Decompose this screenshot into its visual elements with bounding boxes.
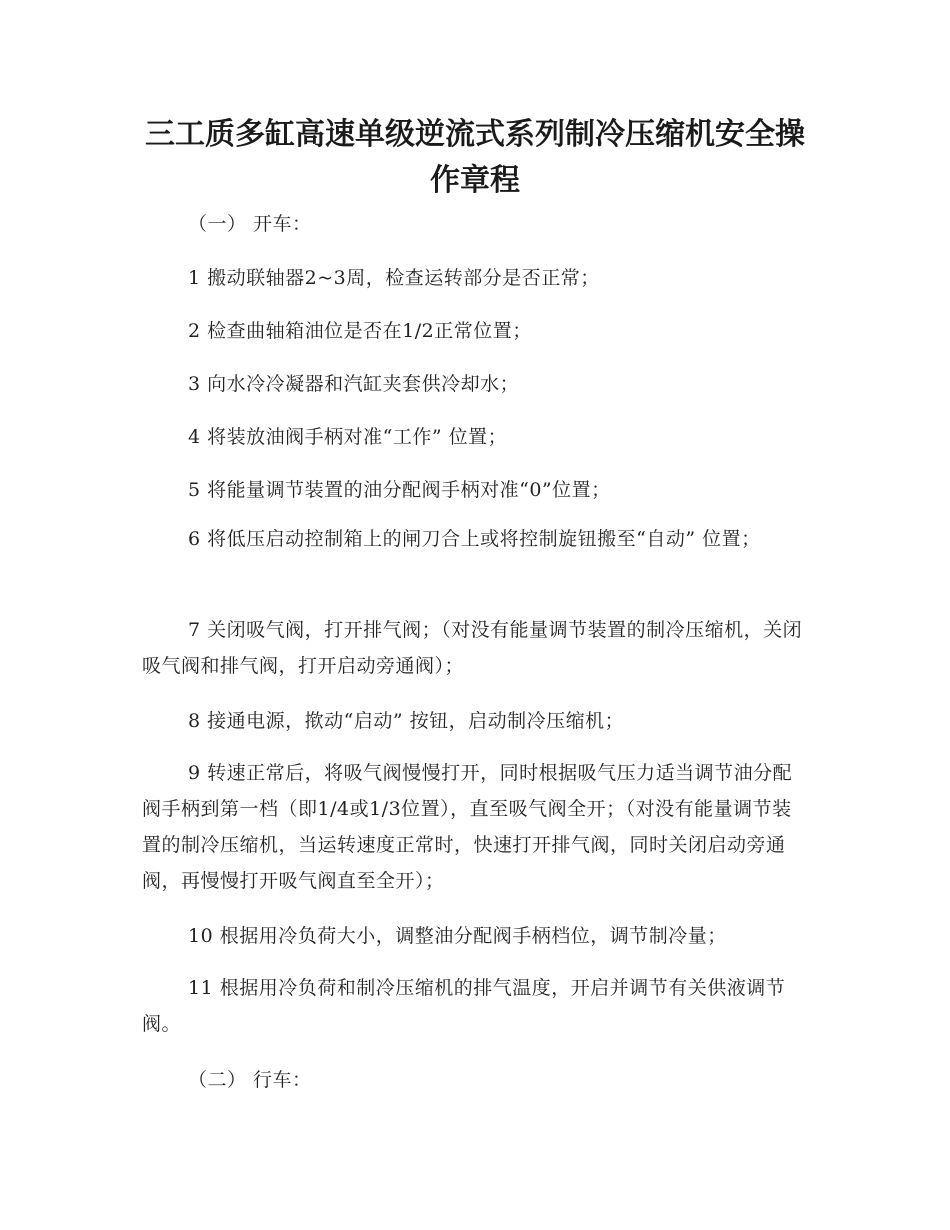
step-7: 7 关闭吸气阀，打开排气阀；（对没有能量调节装置的制冷压缩机，关闭吸气阀和排气阀，打开启动旁通阀）；: [142, 619, 803, 677]
step-5: 5 将能量调节装置的油分配阀手柄对准“0”位置；: [188, 479, 611, 501]
step-1: 1 搬动联轴器2~3周，检查运转部分是否正常；: [188, 267, 600, 289]
step-10: 10 根据用冷负荷大小，调整油分配阀手柄档位，调节制冷量；: [188, 925, 727, 947]
step-9: 9 转速正常后，将吸气阀慢慢打开，同时根据吸气压力适当调节油分配阀手柄到第一档（即1/4或1/3位置），直至吸气阀全开；（对没有能量调节装置的制冷压缩机，当运转速度正常时，快速打开排气阀，同时关闭启动旁通阀，再慢慢打开吸气阀直至全开）；: [142, 762, 793, 892]
step-2: 2 检查曲轴箱油位是否在1/2正常位置；: [188, 320, 532, 342]
step-8: 8 接通电源，揿动“启动” 按钮，启动制冷压缩机；: [188, 710, 625, 732]
step-11: 11 根据用冷负荷和制冷压缩机的排气温度，开启并调节有关供液调节阀。: [142, 977, 786, 1035]
step-3: 3 向水冷冷凝器和汽缸夹套供冷却水；: [188, 373, 520, 395]
step-4: 4 将装放油阀手柄对准“工作” 位置；: [188, 426, 508, 448]
step-6: 6 将低压启动控制箱上的闸刀合上或将控制旋钮搬至“自动” 位置；: [188, 528, 761, 550]
section-heading-running: （二） 行车：: [188, 1069, 312, 1091]
section-heading-start: （一） 开车：: [188, 213, 312, 235]
document-title: 三工质多缸高速单级逆流式系列制冷压缩机安全操作章程: [145, 117, 805, 198]
